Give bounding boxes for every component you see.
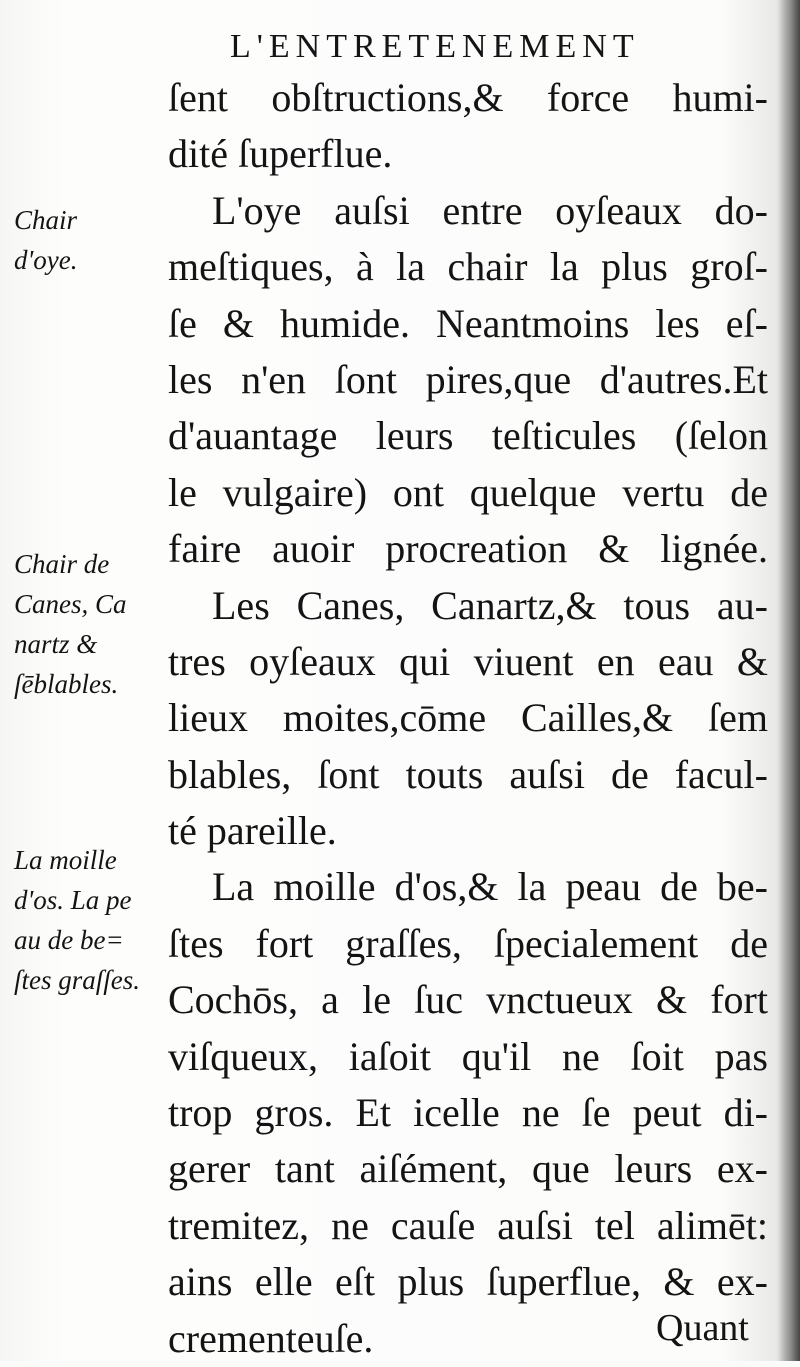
text-line: ſe & humide. Neantmoins les eſ- bbox=[168, 300, 768, 346]
text-line: le vulgaire) ont quelque vertu de bbox=[168, 469, 768, 515]
text-line: d'auantage leurs teſticules (ſelon bbox=[168, 413, 768, 459]
text-line: trop gros. Et icelle ne ſe peut di- bbox=[168, 1090, 768, 1136]
text-line: té pareille. bbox=[168, 808, 337, 854]
body-text bbox=[168, 70, 768, 1367]
text-line: ains elle eſt plus ſuperflue, & ex- bbox=[168, 1259, 768, 1305]
margin-note-line: nartz & bbox=[14, 629, 98, 659]
text-line: L'oye auſsi entre oyſeaux do- bbox=[212, 187, 768, 233]
margin-note-line: Chair de bbox=[14, 549, 110, 579]
text-line: Cochōs, a le ſuc vnctueux & fort bbox=[168, 977, 768, 1023]
margin-note-line: Canes, Ca bbox=[14, 589, 127, 619]
margin-note-line: au de be= bbox=[14, 925, 124, 955]
margin-note-line: Chair bbox=[14, 205, 78, 235]
text-line: crementeuſe. bbox=[168, 1315, 374, 1361]
text-line: viſqueux, iaſoit qu'il ne ſoit pas bbox=[168, 1033, 768, 1079]
page-gutter-shadow bbox=[778, 0, 800, 1361]
margin-note-chair-canes bbox=[14, 544, 164, 704]
margin-note-line: La moille bbox=[14, 845, 117, 875]
text-line: ſent obſtructions,& force humi- bbox=[168, 75, 768, 120]
text-line: meſtiques, à la chair la plus groſ- bbox=[168, 244, 768, 290]
text-line: dité ſuperflue. bbox=[168, 131, 393, 177]
text-line: gerer tant aiſément, que leurs ex- bbox=[168, 1146, 768, 1192]
text-line: les n'en ſont pires,que d'autres.Et bbox=[168, 356, 768, 402]
text-line: faire auoir procreation & lignée. bbox=[168, 526, 768, 572]
text-line: tres oyſeaux qui viuent en eau & bbox=[168, 638, 768, 684]
margin-note-line: d'os. La pe bbox=[14, 885, 132, 915]
margin-note-line: d'oye. bbox=[14, 245, 78, 275]
text-line: Les Canes, Canartz,& tous au- bbox=[212, 582, 768, 628]
text-line: lieux moites,cōme Cailles,& ſem bbox=[168, 695, 768, 741]
margin-note-line: ſēblables. bbox=[14, 669, 119, 699]
margin-note-line: ſtes graſſes. bbox=[14, 965, 140, 995]
margin-note-chair-doye bbox=[14, 200, 164, 280]
text-line: ſtes fort graſſes, ſpecialement de bbox=[168, 920, 768, 966]
running-head: L'ENTRETENEMENT bbox=[230, 28, 640, 65]
catchword: Quant bbox=[656, 1307, 749, 1349]
text-line: La moille d'os,& la peau de be- bbox=[212, 864, 768, 910]
text-line: tremitez, ne cauſe auſsi tel alimēt: bbox=[168, 1202, 768, 1248]
margin-note-moille-dos bbox=[14, 840, 164, 1000]
text-line: blables, ſont touts auſsi de facul- bbox=[168, 751, 768, 797]
